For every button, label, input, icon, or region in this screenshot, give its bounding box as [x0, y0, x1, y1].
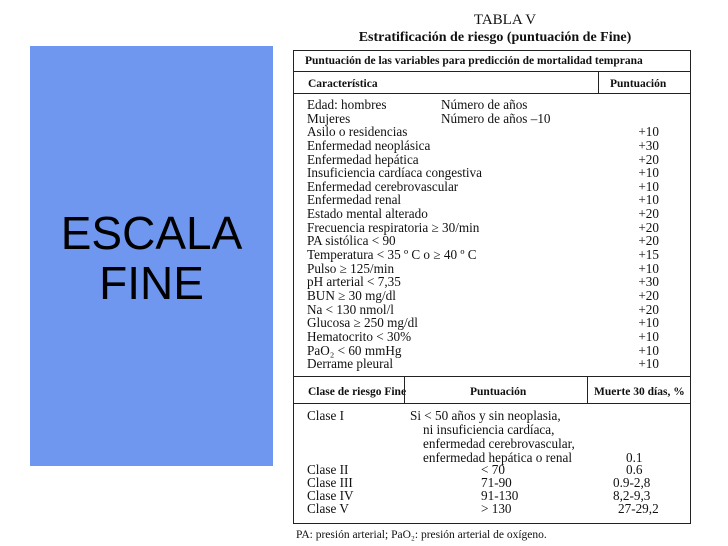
- variable-points: +10: [638, 192, 659, 208]
- clase-v-score: > 130: [481, 501, 512, 516]
- variable-points: +20: [638, 151, 659, 167]
- variable-points: +10: [638, 342, 659, 358]
- variable-name: Enfermedad neoplásica: [307, 137, 431, 153]
- table-title: TABLA V: [473, 12, 537, 28]
- slide-title-line1: ESCALA: [60, 207, 243, 259]
- variable-points: +30: [638, 137, 659, 153]
- variable-points: +15: [638, 247, 659, 263]
- variable-row: [307, 248, 687, 262]
- variable-points: +10: [638, 260, 659, 276]
- col-muerte-30-dias: Muerte 30 días, %: [594, 386, 685, 398]
- clase-v-name: Clase V: [307, 501, 349, 516]
- clase-iv-name: Clase IV: [307, 488, 354, 503]
- variable-name: PaO₂ < 60 mmHg: [307, 342, 402, 358]
- clase-v-muerte: 27-29,2: [618, 501, 659, 516]
- variable-row: [307, 139, 687, 153]
- variable-name: Hematocrito < 30%: [307, 328, 412, 344]
- clase-i-criteria-line: Si < 50 años y sin neoplasia,: [410, 408, 561, 423]
- variable-row: [307, 357, 687, 371]
- variable-name: Enfermedad cerebrovascular: [307, 178, 459, 194]
- variable-points: +10: [638, 315, 659, 331]
- variable-points: +10: [638, 356, 659, 372]
- clase-iii-name: Clase III: [307, 475, 353, 490]
- divider: [294, 376, 690, 377]
- variable-name: Enfermedad hepática: [307, 151, 419, 167]
- col-clase-riesgo: Clase de riesgo Fine: [308, 386, 407, 398]
- column-divider: [404, 377, 405, 403]
- variable-row: [307, 112, 687, 126]
- clase-iii-score: 71-90: [481, 475, 512, 490]
- divider: [294, 403, 690, 404]
- variable-name: Edad: hombres: [307, 97, 387, 112]
- variable-points: +20: [638, 233, 659, 249]
- variable-row: [307, 316, 687, 330]
- column-divider: [598, 72, 599, 93]
- variable-name: Insuficiencia cardíaca congestiva: [307, 165, 483, 181]
- variable-modifier: Número de años –10: [441, 110, 551, 126]
- variable-row: [307, 98, 687, 112]
- slide-title-line2: FINE: [99, 257, 204, 309]
- variable-name: Glucosa ≥ 250 mg/dl: [307, 315, 418, 331]
- variable-name: Derrame pleural: [307, 356, 394, 372]
- variable-row: [307, 234, 687, 248]
- variable-name: Na < 130 nmol/l: [307, 301, 394, 317]
- variable-row: [307, 275, 687, 289]
- footnote: PA: presión arterial; PaO₂: presión arterial de oxígeno.: [296, 529, 547, 541]
- variable-row: [307, 330, 687, 344]
- variable-row: [307, 125, 687, 139]
- variable-points: +20: [638, 301, 659, 317]
- variable-points: +10: [638, 178, 659, 194]
- clase-i-criteria-line: ni insuficiencia cardíaca,: [423, 422, 555, 437]
- clase-iv-score: 91-130: [481, 488, 519, 503]
- variable-name: Pulso ≥ 125/min: [307, 260, 395, 276]
- variable-points: +10: [638, 124, 659, 140]
- variable-name: Mujeres: [307, 110, 351, 126]
- variable-points: +30: [638, 274, 659, 290]
- variable-row: [307, 180, 687, 194]
- variable-row: [307, 153, 687, 167]
- variable-name: Enfermedad renal: [307, 192, 402, 208]
- slide-title: [30, 208, 273, 308]
- variable-name: Frecuencia respiratoria ≥ 30/min: [307, 219, 480, 235]
- variable-name: pH arterial < 7,35: [307, 274, 401, 290]
- variable-row: [307, 207, 687, 221]
- clase-i-criteria-line: enfermedad hepática o renal: [423, 450, 573, 465]
- column-divider: [587, 377, 588, 403]
- clase-i-criteria-line: enfermedad cerebrovascular,: [423, 436, 575, 451]
- variable-name: Estado mental alterado: [307, 206, 428, 222]
- variable-points: +10: [638, 328, 659, 344]
- variable-row: [307, 262, 687, 276]
- variable-points: +20: [638, 206, 659, 222]
- variable-row: [307, 166, 687, 180]
- variable-name: Asilo o residencias: [307, 124, 408, 140]
- clase-iv-muerte: 8,2-9,3: [613, 488, 651, 503]
- clase-i-name: Clase I: [307, 408, 344, 423]
- clase-ii-score: < 70: [481, 462, 505, 477]
- variable-row: [307, 193, 687, 207]
- col-puntuacion-clase: Puntuación: [470, 386, 527, 398]
- section1-header: Puntuación de las variables para predicción de mortalidad temprana: [305, 55, 643, 67]
- variable-modifier: Número de años: [441, 97, 528, 112]
- variable-row: [307, 221, 687, 235]
- variable-name: PA sistólica < 90: [307, 233, 396, 249]
- variable-name: BUN ≥ 30 mg/dl: [307, 287, 396, 303]
- variable-points: +10: [638, 165, 659, 181]
- divider: [294, 93, 690, 94]
- col-puntuacion: Puntuación: [610, 78, 667, 90]
- clase-ii-muerte: 0.6: [626, 462, 643, 477]
- variable-row: [307, 289, 687, 303]
- clase-i-muerte: 0.1: [626, 450, 643, 465]
- variable-name: Temperatura < 35 º C o ≥ 40 º C: [307, 247, 477, 263]
- divider: [294, 71, 690, 72]
- variable-row: [307, 303, 687, 317]
- clase-iii-muerte: 0.9-2,8: [613, 475, 651, 490]
- variable-points: +20: [638, 219, 659, 235]
- variable-points: +20: [638, 287, 659, 303]
- variable-row: [307, 344, 687, 358]
- col-caracteristica: Característica: [308, 78, 378, 90]
- variables-list: [307, 98, 687, 371]
- clase-ii-name: Clase II: [307, 462, 349, 477]
- table-subtitle: Estratificación de riesgo (puntuación de Fine): [358, 30, 632, 45]
